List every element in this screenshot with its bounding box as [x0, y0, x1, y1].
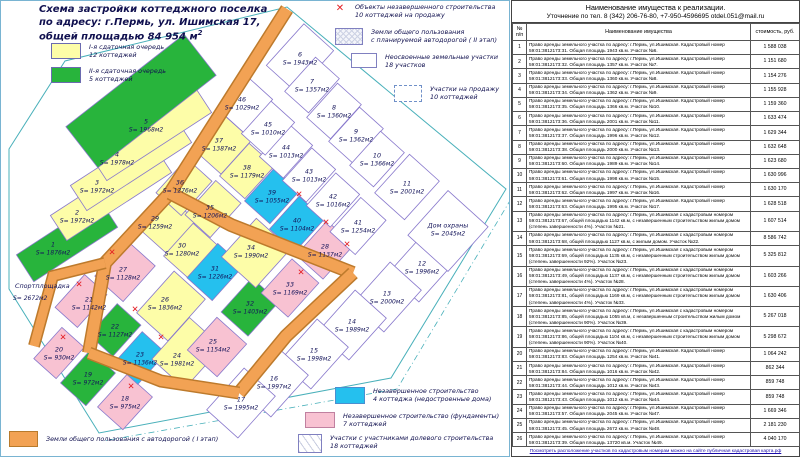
property-price: 1 159 360 — [751, 97, 800, 111]
property-price: 5 267 018 — [751, 307, 800, 327]
property-name: Право аренды земельного участка по адресу: г.Пермь, ул.Ишимская. Кадастровый номер 59:01:3812173:37. Общая площадь 1996 кв.м. Участок №12. — [527, 126, 751, 140]
unfinished-x-icon-plot-21: ✕ — [75, 280, 83, 290]
plot-4-area: S= 1978м2 — [99, 159, 135, 167]
legend-queue1: I-я сдаточная очередь 12 коттеджей — [51, 43, 164, 59]
plot-12-number: 12 — [417, 259, 427, 268]
table-row — [513, 418, 800, 432]
plan-title-line1: Схема застройки коттеджного поселка — [39, 4, 268, 15]
property-name: Право аренды земельного участка по адресу: г.Пермь, ул.Ишимская. Кадастровый номер 59:01:3812173:38. Общая площадь 2000 кв.м. Участок №13. — [527, 140, 751, 154]
table-row — [513, 362, 800, 376]
table-row — [513, 183, 800, 197]
row-number: 18 — [513, 307, 527, 327]
plot-44-area: S= 1013м2 — [268, 152, 304, 160]
property-price: 1 630 170 — [751, 183, 800, 197]
property-price: 1 630 996 — [751, 168, 800, 182]
table-row — [513, 154, 800, 168]
foundation-swatch — [305, 412, 335, 428]
plot-26-number: 26 — [160, 295, 170, 304]
property-price: 859 748 — [751, 376, 800, 390]
plot-7-number: 7 — [309, 77, 315, 86]
property-name: Право аренды земельного участка по адресу: г.Пермь, ул.Ишимская. Кадастровый номер 59:01:3812173:43. Общая площадь 1012 кв.м. Участок №44. — [527, 390, 751, 404]
plot-2-number: 2 — [74, 208, 80, 217]
property-name: Право аренды земельного участка по адресу: г.Пермь, ул.Ишимская. Кадастровый номер 59:01:3812173:61. Общая площадь 1998 кв.м. Участок №15. — [527, 168, 751, 182]
row-number: 19 — [513, 327, 527, 347]
table-row — [513, 347, 800, 361]
queue2-swatch — [51, 67, 81, 83]
row-number: 24 — [513, 404, 527, 418]
property-name: Право аренды земельного участка по адресу: г.Пермь, ул.Ишимская. Кадастровый номер 59:01:3812173:31. Общая площадь 1943 кв.м. Участок №6. — [527, 41, 751, 55]
unfinished-x-icon-plot-23: ✕ — [157, 333, 165, 343]
plot-3-area: S= 1972м2 — [79, 187, 115, 195]
plot-5-area: S= 1968м2 — [128, 126, 164, 134]
cadastral-map-link[interactable]: Посмотреть расположение участков по кадастровым номерам можно на сайте публичная кадастровая карта.рф — [529, 449, 782, 455]
unfinished-x-icon-plot-40: ✕ — [322, 218, 330, 228]
property-price: 1 607 514 — [751, 211, 800, 231]
plot-16-number: 16 — [269, 374, 279, 383]
row-number: 11 — [513, 183, 527, 197]
table-row — [513, 376, 800, 390]
realization-table-panel — [511, 0, 800, 457]
legend-unfinished-sale: ✕ Объекты незавершенного строительства 10 коттеджей на продажу — [333, 3, 509, 19]
plot-11-area: S= 2001м2 — [389, 188, 425, 196]
plot-35-area: S= 1206м2 — [192, 212, 228, 220]
plot-43-number: 43 — [304, 167, 314, 176]
unfinished-x-icon-plot-39: ✕ — [295, 190, 303, 200]
unfinished-x-icon-plot-33: ✕ — [297, 268, 305, 278]
table-row — [513, 266, 800, 286]
plot-18-number: 18 — [120, 394, 130, 403]
plot-26-area: S= 1836м2 — [147, 304, 183, 312]
property-name: Право аренды земельного участка по адресу: г.Пермь, ул.Ишимская. Кадастровый номер 59:01:3812173:60. Общая площадь 1989 кв.м. Участок №14. — [527, 154, 751, 168]
row-number: 17 — [513, 286, 527, 306]
table-row — [513, 83, 800, 97]
col-header-name: Наименование имущества — [527, 24, 751, 41]
col-header-price: стоимость, руб. — [751, 24, 800, 41]
plot-28-area: S= 1137м2 — [307, 251, 343, 259]
legend-vacant: Неосвоенные земельные участки 18 участков — [351, 53, 498, 69]
table-row — [513, 211, 800, 231]
property-name: Право аренды земельного участка по адресу: г.Пермь, ул.Ишимская с кадастровым номером 59:01:3812173:49, общей площадью 1137 кв.м, с незавершенным строительством жилым домом (степень завершенности 4%). Участок №28. — [527, 266, 751, 286]
property-name: Право аренды земельного участка по адресу: г.Пермь, ул.Ишимская с кадастровым номером 59:01:3812173:67, общей площадью 1142 кв.м, с незавершенным строительством жилым домом (степень завершенности 4%). Участок №21. — [527, 211, 751, 231]
vacant-swatch — [351, 53, 377, 68]
property-name: Право аренды земельного участка по адресу: г.Пермь, ул.Ишимская с кадастровым номером 59:01:3812173:69, общей площадью 1135 кв.м, с незавершенным строительством жилым домом (степень завершенности 92%). Участок №23. — [527, 246, 751, 266]
row-number: 3 — [513, 69, 527, 83]
property-price: 2 181 230 — [751, 418, 800, 432]
plot-22-area: S= 1127м2 — [97, 331, 133, 339]
plot-12-area: S= 1996м2 — [404, 268, 440, 276]
plot-13-number: 13 — [382, 289, 392, 298]
plot-25-area: S= 1154м2 — [195, 346, 231, 354]
plot-23-area: S= 1136м2 — [122, 359, 158, 367]
plot-15-area: S= 1998м2 — [296, 355, 332, 363]
table-row — [513, 404, 800, 418]
plot-36-number: 36 — [175, 178, 185, 187]
plot-14-number: 14 — [347, 317, 357, 326]
property-name: Право аренды земельного участка по адресу: г.Пермь, ул.Ишимская. Кадастровый номер 59:01:3812173:63. Общая площадь 1995 кв.м. Участок №17. — [527, 197, 751, 211]
sport-ground-area: S= 2672м2 — [13, 295, 48, 302]
row-number: 21 — [513, 362, 527, 376]
property-price: 1 629 344 — [751, 126, 800, 140]
legend-common-road: Земли общего пользования с автодорогой ( I этап) — [9, 431, 218, 447]
crosshatch-swatch — [335, 28, 363, 45]
table-contact-line: Уточнение по тел. 8 (342) 206-76-80, +7-950-4596695 otdel.051@mail.ru — [512, 12, 799, 23]
plot-2-area: S= 1972м2 — [59, 217, 95, 225]
row-number: 25 — [513, 418, 527, 432]
property-name: Право аренды земельного участка по адресу: г.Пермь, ул.Ишимская с кадастровым номером 59:01:3812173:85, общей площадью 1055 кв.м, с незавершенным строительством жилым домом (степень завершенности 90%). Участок №39. — [527, 307, 751, 327]
plot-19-number: 19 — [83, 370, 93, 379]
plot-17-area: S= 1995м2 — [223, 404, 259, 412]
property-price: 1 588 038 — [751, 41, 800, 55]
property-name: Право аренды земельного участка по адресу: г.Пермь, ул.Ишимская. Кадастровый номер 59:01:3812173:83. Общая площадь 1254 кв.м. Участок №41. — [527, 347, 751, 361]
plot-6-number: 6 — [297, 50, 303, 59]
plot-29-number: 29 — [150, 214, 160, 223]
plot-4-number: 4 — [114, 150, 120, 159]
row-number: 16 — [513, 266, 527, 286]
legend-unfinished-houses: Незавершенное строительство 4 коттеджа (недостроенные дома) — [335, 387, 491, 404]
unfinished-x-icon-plot-20: ✕ — [59, 333, 67, 343]
table-row — [513, 327, 800, 347]
table-row — [513, 140, 800, 154]
plot-40-number: 40 — [292, 216, 302, 225]
row-number: 15 — [513, 246, 527, 266]
property-name: Право аренды земельного участка по адресу: г.Пермь, ул.Ишимская с кадастровым номером 59:01:3812173:86, общей площадью 1104 кв.м, с незавершенным строительством жилым домом (степень завершенности 90%). Участок №40. — [527, 327, 751, 347]
for-sale-swatch — [394, 85, 422, 102]
plot-21-number: 21 — [84, 295, 94, 304]
property-price: 859 748 — [751, 390, 800, 404]
plot-44-number: 44 — [281, 143, 291, 152]
plot-28-number: 28 — [320, 242, 330, 251]
plot-31-area: S= 1226м2 — [197, 273, 233, 281]
legend-shared-construction: Участки с участниками долевого строительства 18 коттеджей — [298, 434, 493, 453]
plot-39-area: S= 1055м2 — [254, 197, 290, 205]
plot-22-number: 22 — [110, 322, 120, 331]
property-name: Право аренды земельного участка по адресу: г.Пермь, ул.Ишимская. Кадастровый номер 59:01:3812173:36. Общая площадь 2001 кв.м. Участок №11. — [527, 112, 751, 126]
plot-8-area: S= 1360м2 — [316, 112, 352, 120]
plot-42-number: 42 — [328, 192, 338, 201]
plot-43-area: S= 1013м2 — [291, 176, 327, 184]
property-price: 862 344 — [751, 362, 800, 376]
plot-37-number: 37 — [214, 136, 224, 145]
property-name: Право аренды земельного участка по адресу: г.Пермь, ул.Ишимская. Кадастровый номер 59:01:3812173:62. Общая площадь 1997 кв.м. Участок №16. — [527, 183, 751, 197]
row-number: 20 — [513, 347, 527, 361]
plot-10-number: 10 — [372, 151, 382, 160]
sport-ground-label: Спортплощадка — [15, 282, 70, 290]
plot-34-number: 34 — [246, 243, 256, 252]
property-name: Право аренды земельного участка по адресу: г.Пермь, ул.Ишимская. Кадастровый номер 59:01:3812173:35. Общая площадь 1366 кв.м. Участок №10. — [527, 97, 751, 111]
table-row — [513, 41, 800, 55]
plot-24-number: 24 — [172, 351, 182, 360]
plot-1-area: S= 1876м2 — [35, 249, 71, 257]
x-mark-icon: ✕ — [335, 3, 345, 14]
plot-47-number: Дом охраны — [427, 221, 469, 230]
property-name: Право аренды земельного участка по адресу: г.Пермь, ул.Ишимская. Кадастровый номер 59:01:3812173:32. Общая площадь 1357 кв.м. Участок №7. — [527, 55, 751, 69]
unfinished-x-icon-plot-22: ✕ — [131, 305, 139, 315]
plot-27-number: 27 — [118, 265, 128, 274]
plot-41-area: S= 1254м2 — [340, 227, 376, 235]
property-price: 1 151 680 — [751, 55, 800, 69]
plot-23-number: 23 — [135, 350, 145, 359]
col-header-num: № п/п — [513, 24, 527, 41]
table-row — [513, 390, 800, 404]
plot-20-number: 20 — [54, 345, 64, 354]
row-number: 22 — [513, 376, 527, 390]
plot-46-area: S= 1029м2 — [224, 104, 260, 112]
property-name: Право аренды земельного участка по адресу: г.Пермь, ул.Ишимская. Кадастровый номер 59:01:3812173:34. Общая площадь 1362 кв.м. Участок №9. — [527, 83, 751, 97]
table-row — [513, 433, 800, 447]
table-row — [513, 69, 800, 83]
plot-27-area: S= 1128м2 — [105, 274, 141, 282]
row-number: 7 — [513, 126, 527, 140]
table-row — [513, 168, 800, 182]
plot-33-area: S= 1169м2 — [272, 289, 308, 297]
unfinished-x-icon-plot-18: ✕ — [127, 382, 135, 392]
plot-11-number: 11 — [402, 179, 412, 188]
plot-35-number: 35 — [205, 203, 215, 212]
table-header-row — [513, 24, 800, 41]
plot-21-area: S= 1142м2 — [71, 304, 107, 312]
plan-title — [39, 3, 267, 43]
plot-6-area: S= 1943м2 — [282, 59, 318, 67]
property-price: 5 325 812 — [751, 246, 800, 266]
row-number: 23 — [513, 390, 527, 404]
plot-18-area: S= 975м2 — [109, 403, 141, 411]
row-number: 12 — [513, 197, 527, 211]
shared-swatch — [298, 434, 322, 453]
plot-46-number: 46 — [237, 95, 247, 104]
plot-39-number: 39 — [267, 188, 277, 197]
plot-42-area: S= 1016м2 — [315, 201, 351, 209]
row-number: 26 — [513, 433, 527, 447]
table-row — [513, 307, 800, 327]
table-row — [513, 231, 800, 245]
plot-30-number: 30 — [177, 241, 187, 250]
unfinished-x-icon-plot-27: ✕ — [108, 248, 116, 258]
plot-33-number: 33 — [285, 280, 295, 289]
plot-24-area: S= 1981м2 — [159, 360, 195, 368]
table-row — [513, 55, 800, 69]
table-row — [513, 286, 800, 306]
table-row — [513, 246, 800, 266]
plot-13-area: S= 2000м2 — [369, 298, 405, 306]
legend-for-sale: Участки на продажу 10 коттеджей — [394, 85, 499, 102]
plot-16-area: S= 1997м2 — [256, 383, 292, 391]
property-price: 8 586 742 — [751, 231, 800, 245]
plot-14-area: S= 1989м2 — [334, 326, 370, 334]
plot-8-number: 8 — [331, 103, 337, 112]
property-name: Право аренды земельного участка по адресу: г.Пермь, ул.Ишимская. Кадастровый номер 59:01:3812173:39. Общая площадь 13720 кв.м. Участок №49. — [527, 433, 751, 447]
property-name: Право аренды земельного участка по адресу: г.Пермь, ул.Ишимская. Кадастровый номер 59:01:3812173:45. Общая площадь 2672 кв.м. Участок №48. — [527, 418, 751, 432]
row-number: 10 — [513, 168, 527, 182]
table-row — [513, 112, 800, 126]
property-name: Право аренды земельного участка по адресу: г.Пермь, ул.Ишимская. Кадастровый номер 59:01:3812173:57. Общая площадь 2045 кв.м. Участок №47. — [527, 404, 751, 418]
plot-19-area: S= 972м2 — [72, 379, 104, 387]
unfinished-swatch — [335, 387, 365, 404]
unfinished-x-icon-plot-28: ✕ — [343, 240, 351, 250]
plot-9-number: 9 — [353, 127, 359, 136]
plot-47-area: S= 2045м2 — [430, 230, 466, 238]
legend-queue2: II-я сдаточная очередь 5 коттеджей — [51, 67, 166, 83]
property-price: 5 298 672 — [751, 327, 800, 347]
property-price: 1 155 928 — [751, 83, 800, 97]
plot-37-area: S= 1387м2 — [201, 145, 237, 153]
plot-20-area: S= 930м2 — [43, 354, 75, 362]
legend-foundations: Незавершенное строительство (фундаменты) 7 коттеджей — [305, 412, 499, 428]
plot-32-number: 32 — [245, 299, 255, 308]
road-swatch — [9, 431, 38, 447]
property-name: Право аренды земельного участка по адресу: г.Пермь, ул.Ишимская с кадастровым номером 59:01:3812173:81, общей площадью 1169 кв.м, с незавершенным строительством жилым домом (степень завершенности 4%). Участок №33. — [527, 286, 751, 306]
property-price: 1 064 242 — [751, 347, 800, 361]
plot-10-area: S= 1366м2 — [359, 160, 395, 168]
plot-32-area: S= 1403м2 — [232, 308, 268, 316]
plot-29-area: S= 1259м2 — [137, 223, 173, 231]
property-price: 1 154 276 — [751, 69, 800, 83]
row-number: 8 — [513, 140, 527, 154]
property-price: 1 630 406 — [751, 286, 800, 306]
property-name: Право аренды земельного участка по адресу: г.Пермь, ул.Ишимская. Кадастровый номер 59:01:3812173:44. Общая площадь 1012 кв.м. Участок №43. — [527, 376, 751, 390]
row-number: 6 — [513, 112, 527, 126]
row-number: 1 — [513, 41, 527, 55]
plot-41-number: 41 — [353, 218, 363, 227]
plot-3-number: 3 — [94, 178, 100, 187]
property-price: 1 633 474 — [751, 112, 800, 126]
property-price: 1 632 648 — [751, 140, 800, 154]
property-price: 4 040 170 — [751, 433, 800, 447]
plot-9-area: S= 1362м2 — [338, 136, 374, 144]
row-number: 5 — [513, 97, 527, 111]
plot-38-area: S= 1179м2 — [229, 172, 265, 180]
queue1-swatch — [51, 43, 81, 59]
property-name: Право аренды земельного участка по адресу: г.Пермь, ул.Ишимская. Кадастровый номер 59:01:3812173:84. Общая площадь 1016 кв.м. Участок №42. — [527, 362, 751, 376]
plan-title-line2: по адресу: г.Пермь, ул. Ишимская 17, — [39, 17, 261, 28]
plan-title-line3: общей площадью 84 954 $м^2$ — [39, 29, 203, 43]
row-number: 14 — [513, 231, 527, 245]
property-price: 1 669 346 — [751, 404, 800, 418]
plot-45-area: S= 1010м2 — [250, 129, 286, 137]
plot-17-number: 17 — [236, 395, 246, 404]
row-number: 4 — [513, 83, 527, 97]
plot-31-number: 31 — [210, 264, 220, 273]
plot-5-number: 5 — [143, 117, 149, 126]
plot-36-area: S= 1276м2 — [162, 187, 198, 195]
row-number: 13 — [513, 211, 527, 231]
plot-30-area: S= 1280м2 — [164, 250, 200, 258]
legend-common-planned: Земли общего пользования с планируемой автодорогой ( II этап) — [335, 28, 497, 45]
property-price: 1 628 518 — [751, 197, 800, 211]
plot-7-area: S= 1357м2 — [294, 86, 330, 94]
table-row — [513, 197, 800, 211]
row-number: 9 — [513, 154, 527, 168]
plot-38-number: 38 — [242, 163, 252, 172]
property-price: 1 623 680 — [751, 154, 800, 168]
table-row — [513, 126, 800, 140]
table-title: Наименование имущества к реализации. — [585, 3, 726, 12]
table-row — [513, 97, 800, 111]
plot-1-number: 1 — [50, 240, 56, 249]
property-name: Право аренды земельного участка по адресу: г.Пермь, ул.Ишимская с кадастровым номером 59:01:3812173:68, общей площадью 1127 кв.м, с жилым домом. Участок №22. — [527, 231, 751, 245]
plot-15-number: 15 — [309, 346, 319, 355]
plot-34-area: S= 1990м2 — [233, 252, 269, 260]
plot-40-area: S= 1104м2 — [279, 225, 315, 233]
row-number: 2 — [513, 55, 527, 69]
plot-45-number: 45 — [263, 120, 273, 129]
property-price: 1 603 266 — [751, 266, 800, 286]
plot-25-number: 25 — [208, 337, 218, 346]
property-name: Право аренды земельного участка по адресу: г.Пермь, ул.Ишимская. Кадастровый номер 59:01:3812173:33. Общая площадь 1360 кв.м. Участок №8. — [527, 69, 751, 83]
property-table — [512, 23, 800, 447]
